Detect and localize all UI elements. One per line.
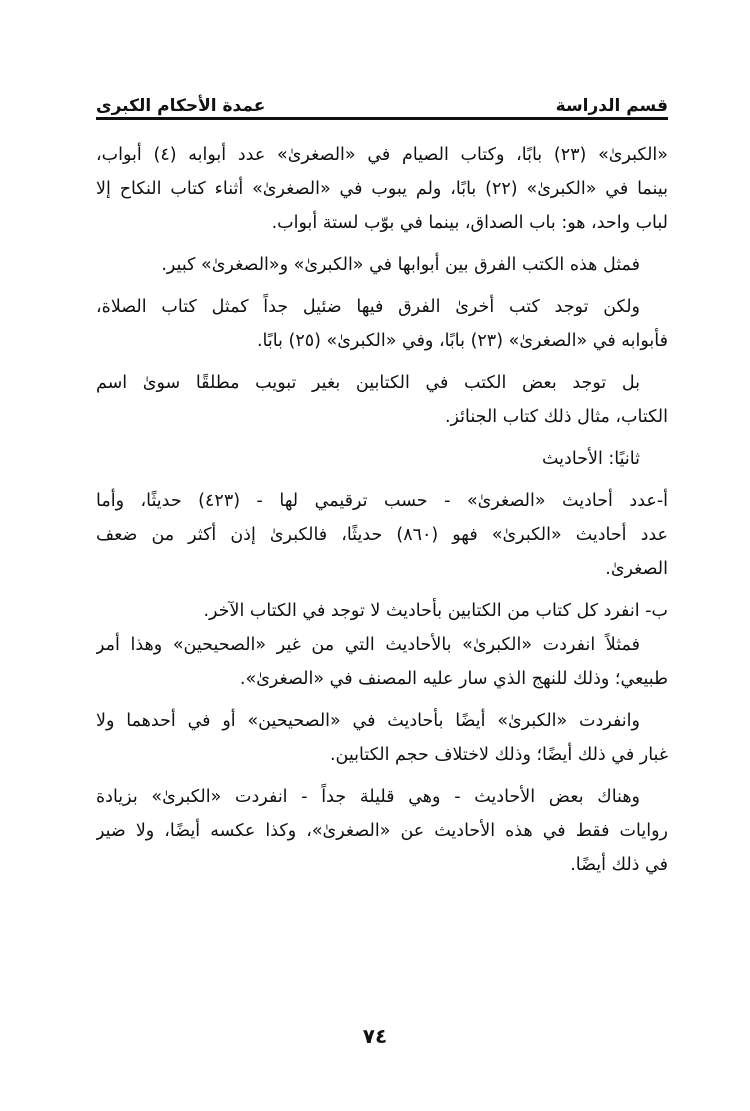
running-header — [96, 84, 668, 116]
text-line: طبيعي؛ وذلك للنهج الذي سار عليه المصنف في «الصغرىٰ». — [239, 669, 668, 689]
text-line: لباب واحد، هو: باب الصداق، بينما في بوّب لستة أبواب. — [271, 213, 668, 233]
book-title: عمدة الأحكام الكبرى — [96, 96, 266, 116]
text-line: ب- انفرد كل كتاب من الكتابين بأحاديث لا توجد في الكتاب الآخر. — [203, 601, 668, 621]
text-line: عدد أحاديث «الكبرىٰ» فهو (٨٦٠) حديثًا، فالكبرىٰ إذن أكثر من ضعف — [96, 525, 668, 545]
text-line: في ذلك أيضًا. — [570, 855, 668, 875]
page-number: ٧٤ — [362, 1024, 388, 1048]
text-line: فمثل هذه الكتب الفرق بين أبوابها في «الكبرىٰ» و«الصغرىٰ» كبير. — [161, 255, 640, 275]
text-line: غبار في ذلك أيضًا؛ وذلك لاختلاف حجم الكتابين. — [329, 745, 668, 765]
text-line: ولكن توجد كتب أخرىٰ الفرق فيها ضئيل جداً كمثل كتاب الصلاة، — [96, 297, 640, 317]
text-line: «الكبرىٰ» (٢٣) بابًا، وكتاب الصيام في «الصغرىٰ» عدد أبوابه (٤) أبواب، — [96, 145, 668, 165]
text-line: بل توجد بعض الكتب في الكتابين بغير تبويب مطلقًا سوىٰ اسم — [96, 373, 640, 393]
text-line: وهناك بعض الأحاديث - وهي قليلة جداً - انفردت «الكبرىٰ» بزيادة — [96, 787, 640, 807]
text-line: روايات فقط في هذه الأحاديث عن «الصغرىٰ»، وكذا عكسه أيضًا، ولا ضير — [96, 821, 668, 841]
section-heading: ثانيًا: الأحاديث — [542, 449, 640, 469]
section-label: قسم الدراسة — [555, 96, 668, 116]
text-line: فمثلاً انفردت «الكبرىٰ» بالأحاديث التي من غير «الصحيحين» وهذا أمر — [96, 635, 640, 655]
header-rule — [96, 117, 668, 120]
text-line: أ-عدد أحاديث «الصغرىٰ» - حسب ترقيمي لها - (٤٢٣) حديثًا، وأما — [96, 491, 668, 511]
text-line: بينما في «الكبرىٰ» (٢٢) بابًا، ولم يبوب في «الصغرىٰ» أثناء كتاب النكاح إلا — [96, 179, 668, 199]
text-line: فأبوابه في «الصغرىٰ» (٢٣) بابًا، وفي «الكبرىٰ» (٢٥) بابًا. — [256, 331, 668, 351]
text-line: الكتاب، مثال ذلك كتاب الجنائز. — [444, 407, 668, 427]
text-line: الصغرىٰ. — [605, 559, 668, 579]
body-text — [96, 138, 668, 882]
text-line: وانفردت «الكبرىٰ» أيضًا بأحاديث في «الصحيحين» أو في أحدهما ولا — [96, 711, 640, 731]
